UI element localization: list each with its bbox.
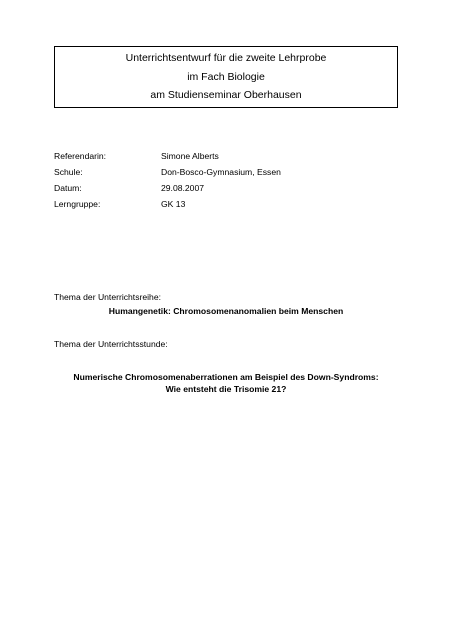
stunde-title-line-2: Wie entsteht die Trisomie 21? (165, 384, 287, 394)
meta-value: GK 13 (161, 199, 186, 209)
stunde-label: Thema der Unterrichtsstunde: (54, 339, 168, 349)
meta-value: 29.08.2007 (161, 183, 205, 193)
stunde-title-line-1: Numerische Chromosomenaberrationen am Beispiel des Down-Syndroms: (73, 372, 379, 382)
meta-value: Simone Alberts (161, 151, 219, 161)
title-line-1: Unterrichtsentwurf für die zweite Lehrprobe (125, 52, 327, 65)
metadata-table (54, 148, 398, 212)
meta-value: Don-Bosco-Gymnasium, Essen (161, 167, 281, 177)
meta-row-datum (54, 180, 398, 196)
meta-label: Referendarin: (54, 151, 107, 161)
reihe-title: Humangenetik: Chromosomenanomalien beim Menschen (108, 306, 344, 316)
meta-row-lerngruppe (54, 196, 398, 212)
reihe-label: Thema der Unterrichtsreihe: (54, 292, 161, 302)
meta-row-schule (54, 164, 398, 180)
meta-label: Datum: (54, 183, 82, 193)
title-line-3: am Studienseminar Oberhausen (150, 89, 302, 102)
meta-label: Schule: (54, 167, 83, 177)
title-line-2: im Fach Biologie (187, 70, 265, 83)
title-box (54, 46, 398, 108)
meta-label: Lerngruppe: (54, 199, 101, 209)
meta-row-referendarin (54, 148, 398, 164)
